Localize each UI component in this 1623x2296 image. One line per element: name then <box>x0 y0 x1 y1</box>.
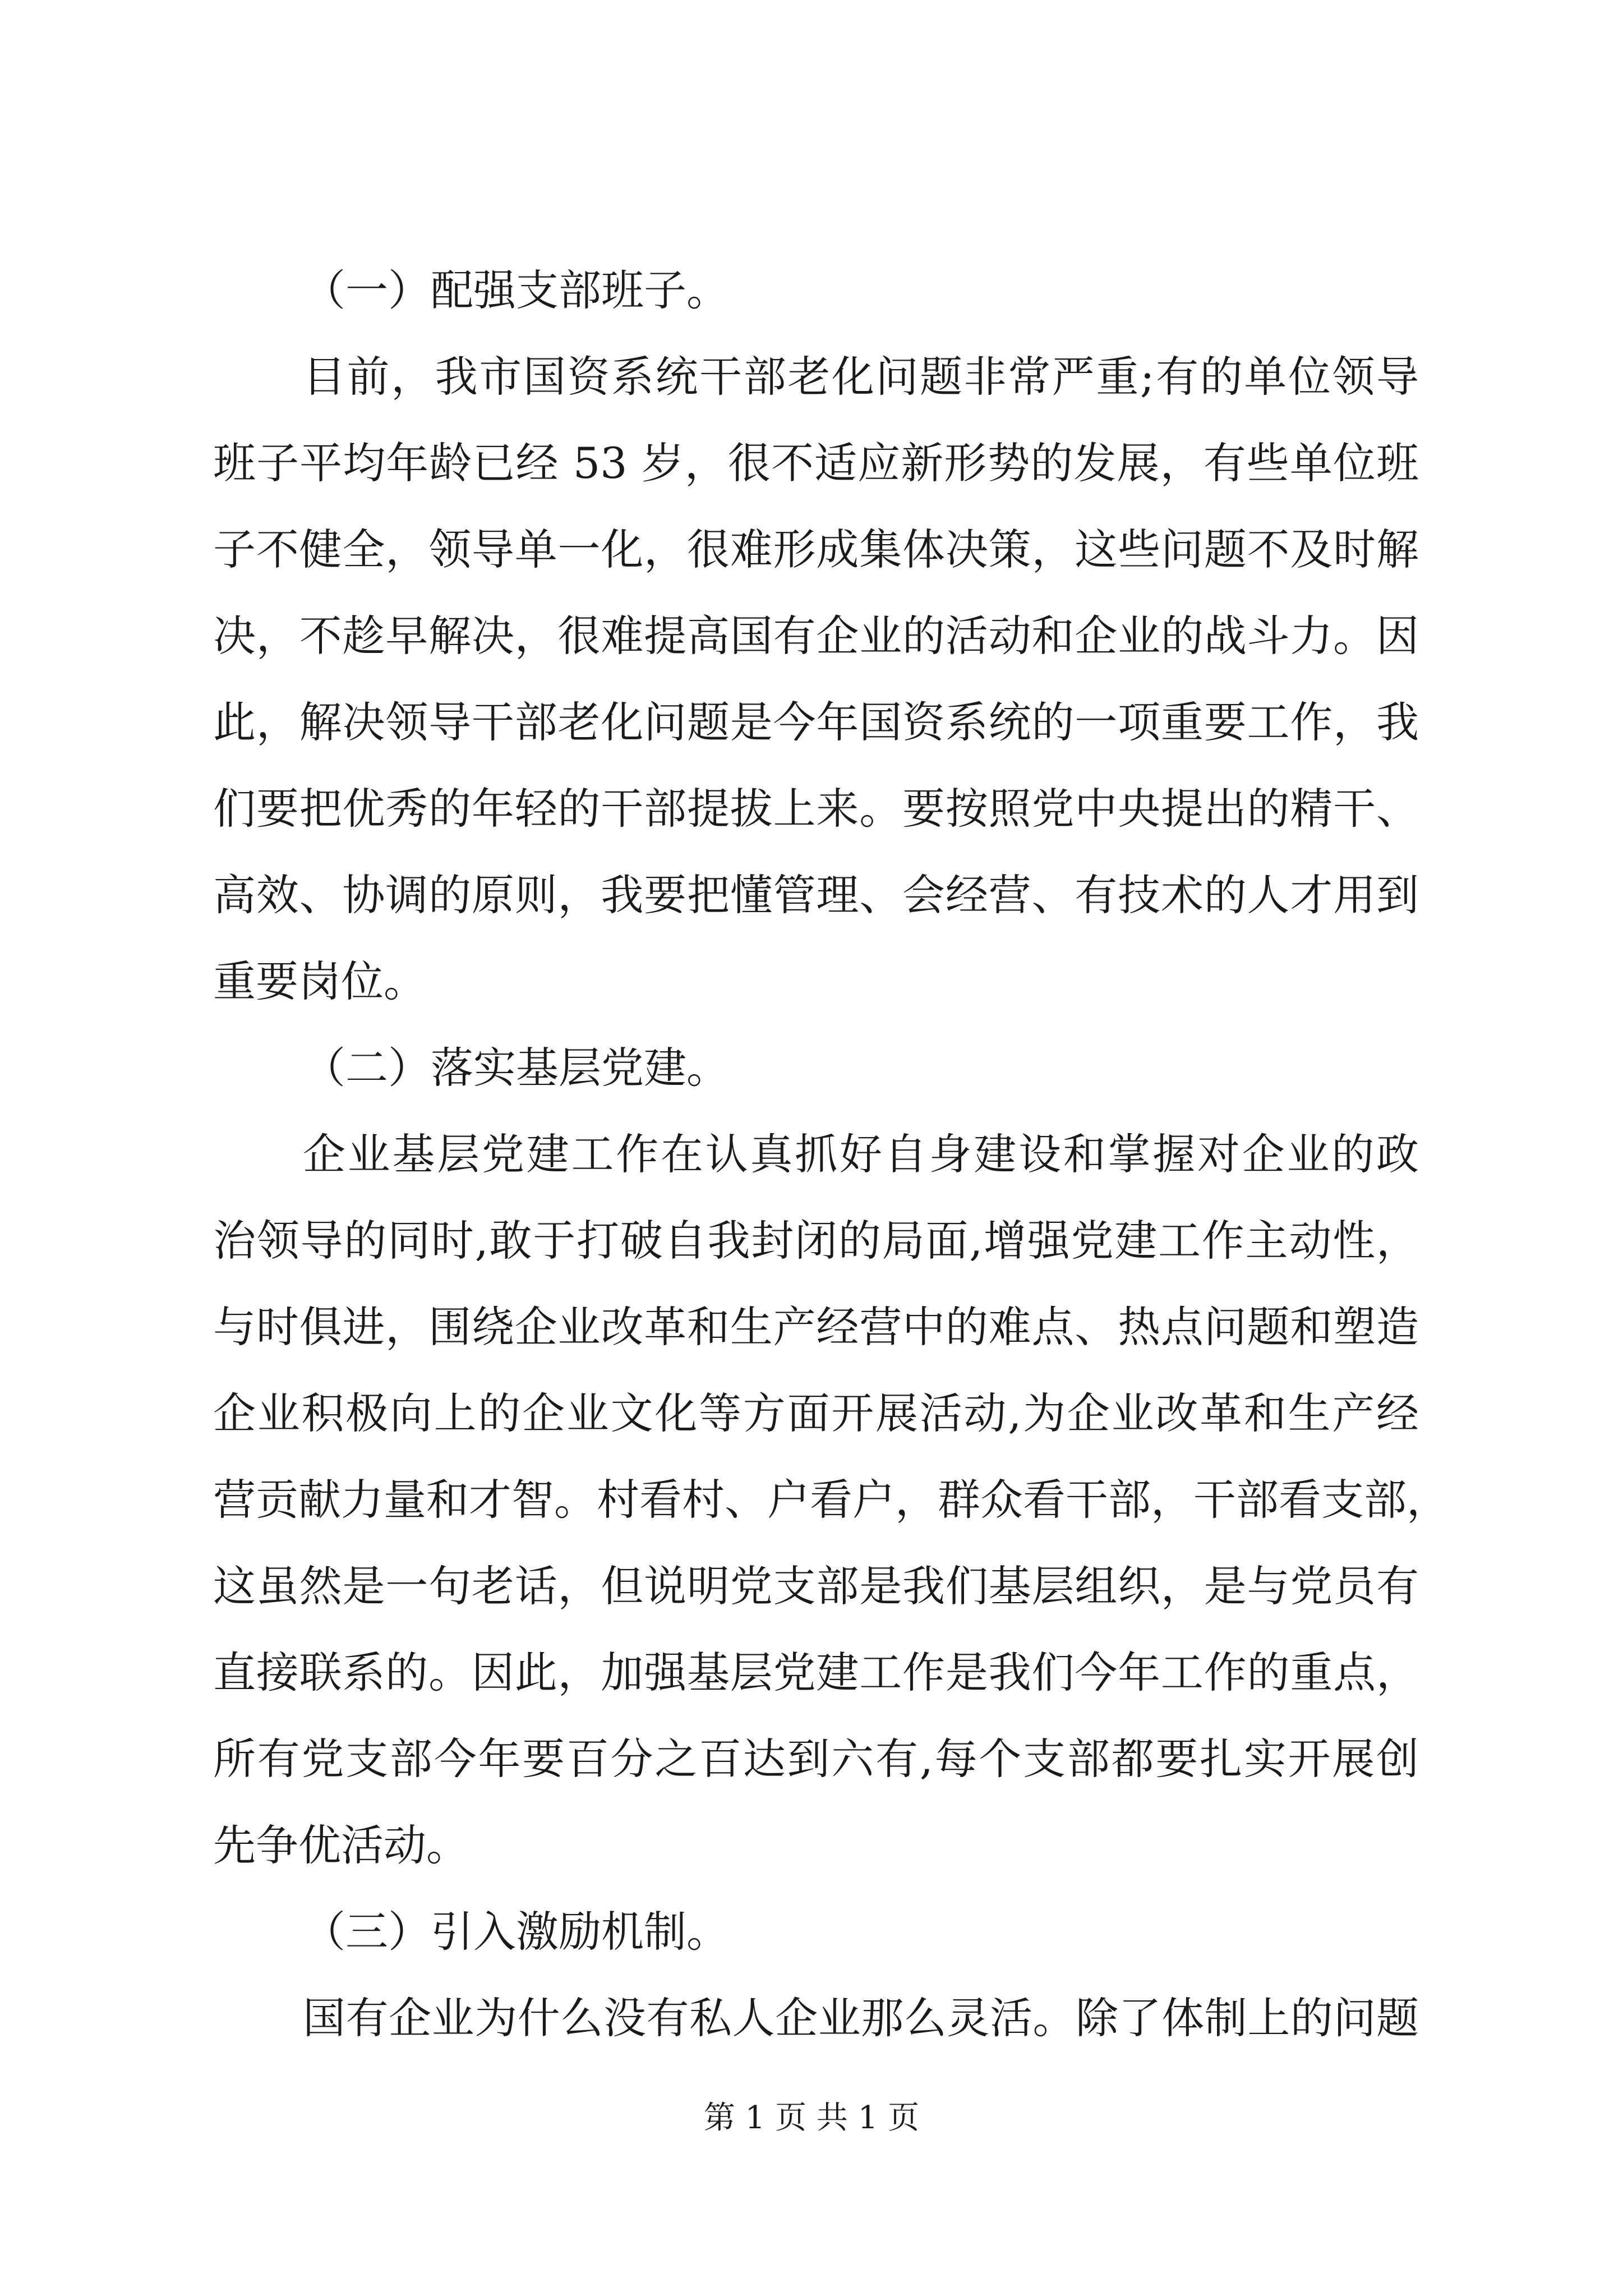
body-line: 直接联系的。因此，加强基层党建工作是我们今年工作的重点， <box>213 1648 1419 1697</box>
body-line: 企业基层党建工作在认真抓好自身建设和掌握对企业的政 <box>303 1129 1419 1179</box>
body-line: 高效、协调的原则，我要把懂管理、会经营、有技术的人才用到 <box>213 870 1419 920</box>
section-heading: （二）落实基层党建。 <box>303 1043 729 1093</box>
body-line: 先争优活动。 <box>213 1820 469 1870</box>
body-line: 这虽然是一句老话，但说明党支部是我们基层组织，是与党员有 <box>213 1561 1419 1611</box>
body-line: 目前，我市国资系统干部老化问题非常严重;有的单位领导 <box>303 352 1419 402</box>
body-line: 重要岗位。 <box>213 956 426 1006</box>
body-line: 子不健全，领导单一化，很难形成集体决策，这些问题不及时解 <box>213 524 1419 574</box>
body-line: 决，不趁早解决，很难提高国有企业的活动和企业的战斗力。因 <box>213 611 1419 661</box>
body-line: 班子平均年龄已经 53 岁，很不适应新形势的发展，有些单位班 <box>213 438 1419 488</box>
section-heading: （三）引入激励机制。 <box>303 1907 729 1957</box>
body-line: 治领导的同时,敢于打破自我封闭的局面,增强党建工作主动性， <box>213 1216 1419 1266</box>
body-line: 与时俱进，围绕企业改革和生产经营中的难点、热点问题和塑造 <box>213 1302 1419 1352</box>
body-line: 们要把优秀的年轻的干部提拔上来。要按照党中央提出的精干、 <box>213 784 1419 834</box>
body-line: 营贡献力量和才智。村看村、户看户，群众看干部，干部看支部， <box>213 1475 1449 1525</box>
body-line: 国有企业为什么没有私人企业那么灵活。除了体制上的问题 <box>303 1993 1419 2043</box>
body-line: 企业积极向上的企业文化等方面开展活动,为企业改革和生产经 <box>213 1388 1419 1438</box>
section-heading: （一）配强支部班子。 <box>303 265 729 315</box>
page-footer: 第 1 页 共 1 页 <box>703 2100 920 2136</box>
body-line: 此，解决领导干部老化问题是今年国资系统的一项重要工作，我 <box>213 697 1419 747</box>
body-line: 所有党支部今年要百分之百达到六有,每个支部都要扎实开展创 <box>213 1734 1419 1784</box>
